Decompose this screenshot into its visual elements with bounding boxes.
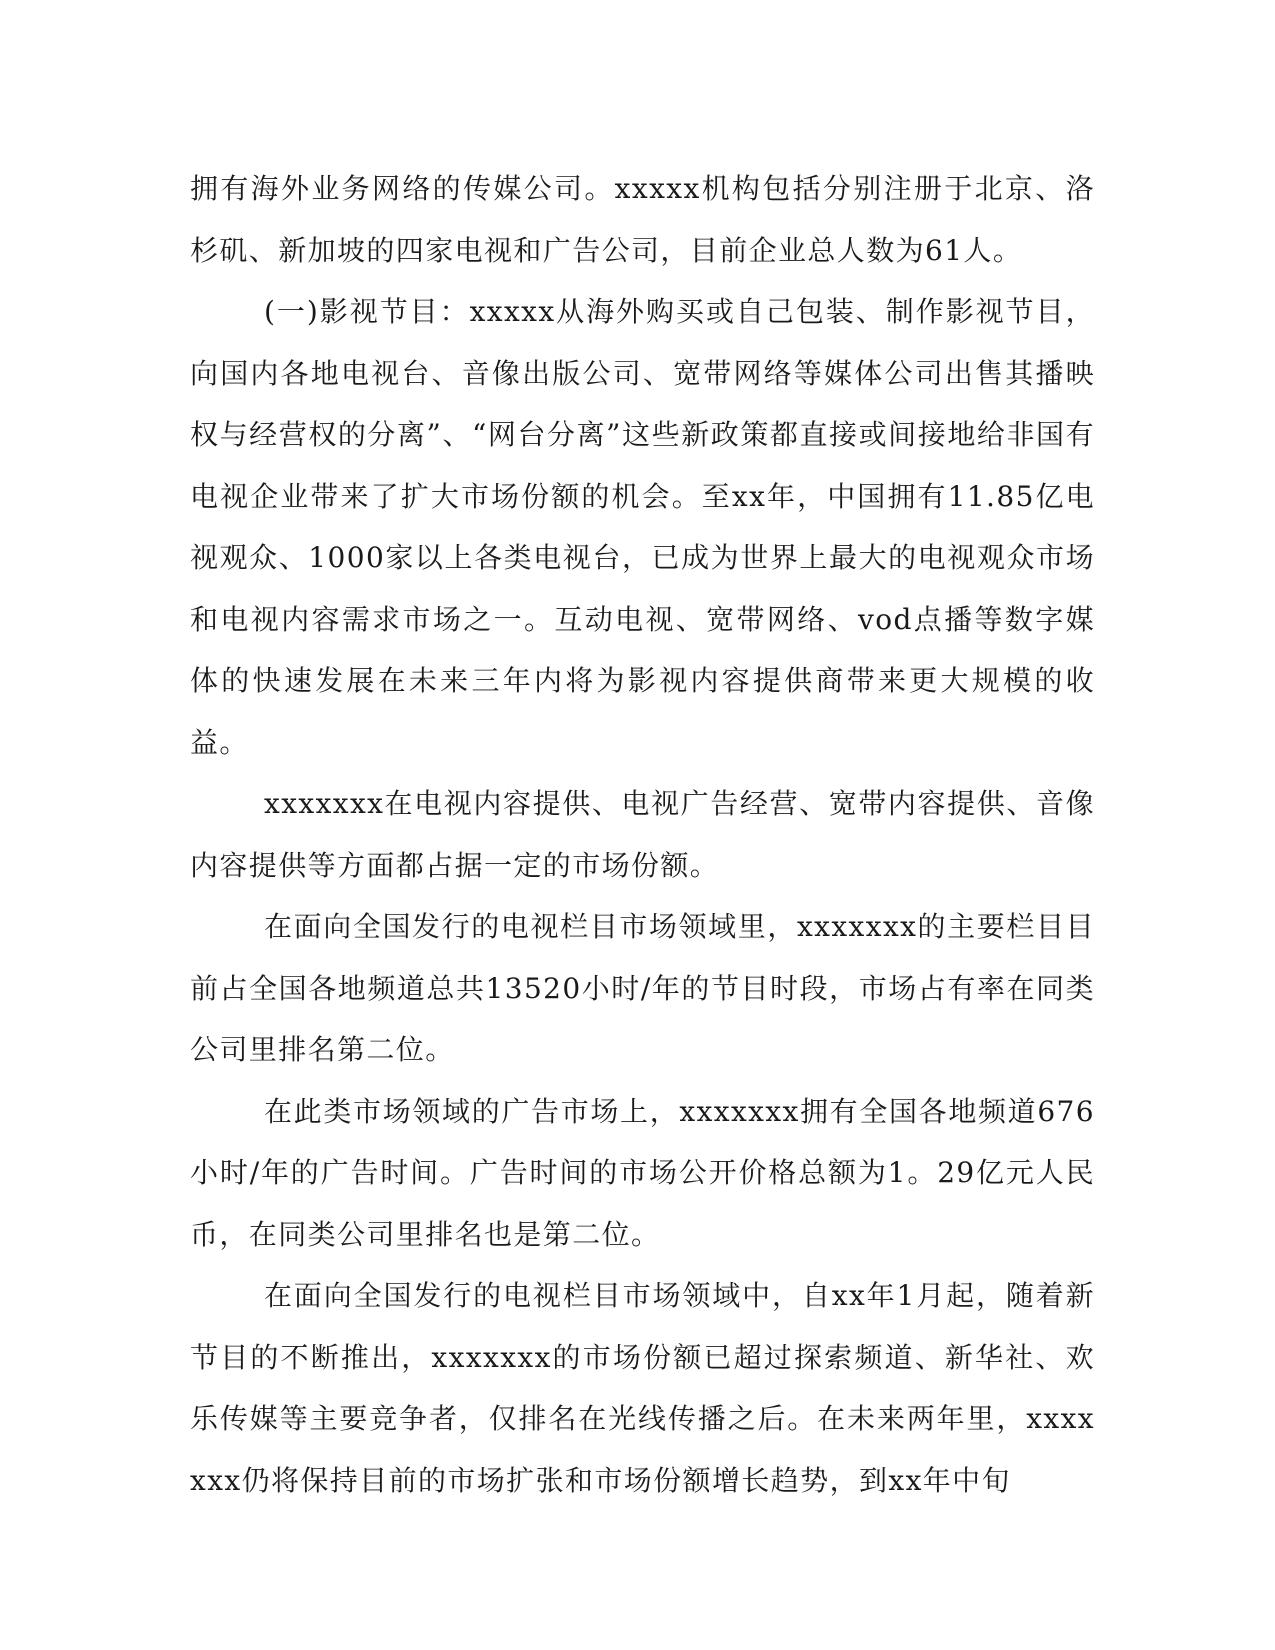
document-body bbox=[190, 158, 1095, 1511]
paragraph-competition-outlook: 在面向全国发行的电视栏目市场领域中，自xx年1月起，随着新节目的不断推出，xxxxxxx的市场份额已超过探索频道、新华社、欢乐传媒等主要竞争者，仅排名在光线传播之后。在未来两年里，xxxxxxx仍将保持目前的市场扩张和市场份额增长趋势，到xx年中旬 bbox=[190, 1279, 1095, 1497]
paragraph-market-share-areas: xxxxxxx在电视内容提供、电视广告经营、宽带内容提供、音像内容提供等方面都占据一定的市场份额。 bbox=[190, 787, 1095, 882]
paragraph-advertising-market: 在此类市场领域的广告市场上，xxxxxxx拥有全国各地频道676小时/年的广告时间。广告时间的市场公开价格总额为1。29亿元人民币，在同类公司里排名也是第二位。 bbox=[190, 1094, 1095, 1251]
paragraph-tv-column-ranking: 在面向全国发行的电视栏目市场领域里，xxxxxxx的主要栏目目前占全国各地频道总共13520小时/年的节目时段，市场占有率在同类公司里排名第二位。 bbox=[190, 910, 1095, 1066]
paragraph-film-tv-programs: (一)影视节目：xxxxx从海外购买或自己包装、制作影视节目，向国内各地电视台、音像出版公司、宽带网络等媒体公司出售其播映权与经营权的分离”、“网台分离”这些新政策都直接或间接地给非国有电视企业带来了扩大市场份额的机会。至xx年，中国拥有11.85亿电视观众、1000家以上各类电视台，已成为世界上最大的电视观众市场和电视内容需求市场之一。互动电视、宽带网络、vod点播等数字媒体的快速发展在未来三年内将为影视内容提供商带来更大规模的收益。 bbox=[190, 295, 1095, 759]
paragraph-company-overview: 拥有海外业务网络的传媒公司。xxxxx机构包括分别注册于北京、洛杉矶、新加坡的四家电视和广告公司，目前企业总人数为61人。 bbox=[190, 172, 1095, 267]
